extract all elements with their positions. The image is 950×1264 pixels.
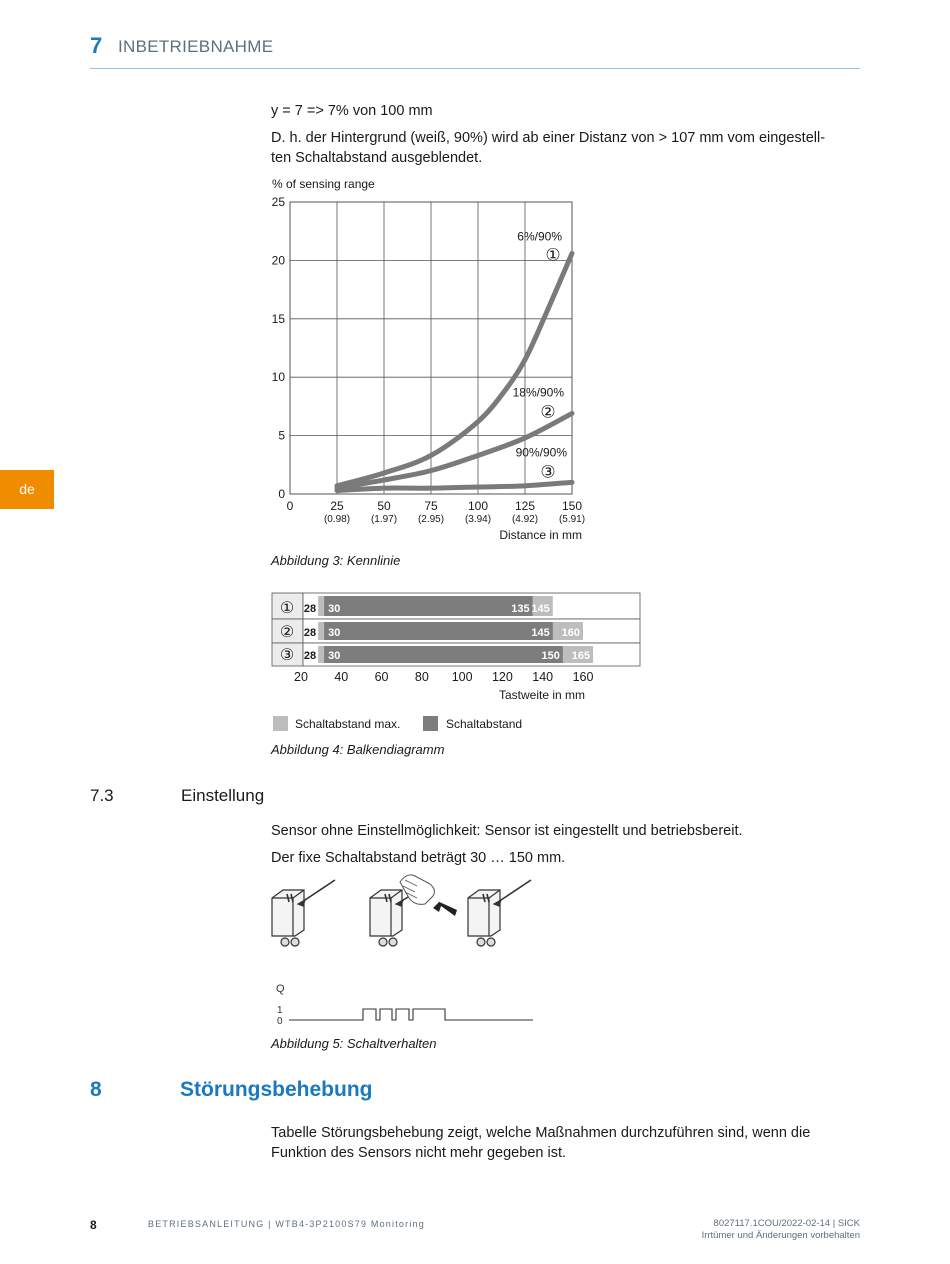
x-tick-label: 75 — [424, 499, 438, 513]
intro-paragraph-line2: ten Schaltabstand ausgeblendet. — [271, 150, 483, 166]
bar-range-segment — [324, 646, 563, 663]
y-axis-label: % of sensing range — [272, 177, 375, 191]
bar-start-label: 30 — [328, 627, 341, 639]
chapter-number: 7 — [90, 33, 103, 58]
y-tick-label: 20 — [271, 253, 285, 268]
bar-x-tick-label: 40 — [334, 670, 349, 684]
section-8-paragraph-line2: Funktion des Sensors nicht mehr gegeben ist. — [271, 1145, 566, 1161]
figure-4-caption: Abbildung 4: Balkendiagramm — [271, 742, 445, 757]
bar-end-label: 135 — [511, 603, 530, 615]
bar-range-segment — [324, 596, 532, 616]
bar-x-tick-label: 140 — [532, 670, 554, 684]
y-tick-label: 5 — [278, 428, 285, 443]
signal-low-label: 0 — [277, 1016, 283, 1027]
y-tick-label: 0 — [278, 487, 285, 501]
bar-min-label: 28 — [303, 627, 317, 639]
section-7-3-number: 7.3 — [90, 786, 114, 805]
chapter-title: INBETRIEBNAHME — [118, 37, 274, 56]
series-label: 6%/90% — [517, 229, 562, 244]
x-tick-label: 125 — [514, 499, 536, 513]
bar-max-label: 145 — [531, 603, 550, 615]
x-tick-inch-label: (4.92) — [511, 514, 539, 525]
x-tick-inch-label: (2.95) — [417, 514, 445, 525]
series-marker: ② — [540, 402, 556, 422]
bar-x-axis-label: Tastweite in mm — [498, 688, 585, 702]
x-axis-label: Distance in mm — [499, 528, 582, 542]
series-label: 18%/90% — [512, 385, 564, 400]
x-tick-label: 0 — [286, 499, 294, 513]
signal-q-label: Q — [276, 983, 285, 995]
footer-disclaimer: Irrtümer und Änderungen vorbehalten — [701, 1230, 860, 1241]
figure-3-caption: Abbildung 3: Kennlinie — [271, 553, 401, 568]
sensor-teach-illustration — [265, 870, 545, 950]
x-tick-label: 100 — [467, 499, 489, 513]
bar-x-tick-label: 100 — [451, 670, 473, 684]
x-tick-inch-label: (5.91) — [558, 514, 586, 525]
legend-swatch-max — [273, 716, 288, 731]
series-label: 90%/90% — [515, 445, 567, 460]
sensor-icon — [370, 890, 413, 946]
bar-start-label: 30 — [328, 650, 341, 662]
bar-x-tick-label: 120 — [491, 670, 513, 684]
y-tick-label: 10 — [271, 370, 285, 385]
bar-x-tick-label: 160 — [572, 670, 594, 684]
bar-min-label: 28 — [303, 603, 317, 615]
section-7-3-paragraph-1: Sensor ohne Einstellmöglichkeit: Sensor ist eingestellt und betriebsbereit. — [271, 823, 743, 839]
bar-chart — [265, 588, 655, 738]
hand-icon — [400, 875, 434, 905]
language-tab: de — [0, 470, 54, 509]
bar-min-label: 28 — [303, 650, 317, 662]
bar-max-label: 165 — [571, 650, 591, 662]
series-marker: ① — [545, 245, 561, 265]
section-8-paragraph-line1: Tabelle Störungsbehebung zeigt, welche Maßnahmen durchzuführen sind, wenn die — [271, 1125, 811, 1141]
bar-x-tick-label: 20 — [294, 670, 308, 684]
x-tick-label: 25 — [330, 499, 344, 513]
signal-high-label: 1 — [277, 1005, 283, 1016]
footer-document-title: BETRIEBSANLEITUNG | WTB4-3P2100S79 Monitoring — [148, 1219, 425, 1229]
legend-label-range: Schaltabstand — [446, 717, 523, 731]
signal-waveform — [289, 1009, 533, 1020]
y-tick-label: 25 — [271, 195, 285, 209]
x-tick-inch-label: (0.98) — [323, 514, 351, 525]
bar-end-label: 150 — [541, 650, 560, 662]
section-8-number: 8 — [90, 1078, 102, 1101]
footer-doc-id: 8027117.1COU/2022-02-14 | SICK — [713, 1218, 860, 1229]
series-marker: ③ — [540, 462, 556, 482]
x-tick-label: 150 — [561, 499, 583, 513]
row-marker: ② — [279, 624, 295, 641]
arrow-left-icon — [433, 900, 457, 916]
bar-max-label: 160 — [561, 627, 580, 639]
x-tick-label: 50 — [377, 499, 391, 513]
y-tick-label: 15 — [271, 311, 285, 326]
section-7-3-title: Einstellung — [181, 786, 265, 805]
x-tick-inch-label: (3.94) — [464, 514, 492, 525]
figure-5-caption: Abbildung 5: Schaltverhalten — [271, 1036, 437, 1051]
intro-formula: y = 7 => 7% von 100 mm — [271, 103, 433, 119]
footer-page-number: 8 — [90, 1218, 97, 1232]
header-divider — [90, 68, 860, 69]
line-chart — [255, 172, 605, 547]
row-marker: ③ — [279, 647, 295, 664]
legend-label-max: Schaltabstand max. — [295, 717, 401, 731]
footer-document-info — [702, 1218, 860, 1242]
sensor-icon — [468, 880, 531, 946]
sensor-icon — [272, 880, 335, 946]
bar-range-segment — [324, 622, 553, 640]
bar-x-tick-label: 80 — [414, 670, 429, 684]
section-8-title: Störungsbehebung — [180, 1078, 373, 1101]
x-tick-inch-label: (1.97) — [370, 514, 398, 525]
section-7-3-paragraph-2: Der fixe Schaltabstand beträgt 30 … 150 mm. — [271, 850, 566, 866]
bar-end-label: 145 — [531, 627, 550, 639]
switching-signal-diagram — [270, 978, 540, 1028]
bar-x-tick-label: 60 — [374, 670, 389, 684]
bar-start-label: 30 — [328, 603, 341, 615]
row-marker: ① — [279, 600, 295, 617]
intro-paragraph-line1: D. h. der Hintergrund (weiß, 90%) wird ab einer Distanz von > 107 mm vom eingestell- — [271, 130, 826, 146]
legend-swatch-range — [423, 716, 438, 731]
